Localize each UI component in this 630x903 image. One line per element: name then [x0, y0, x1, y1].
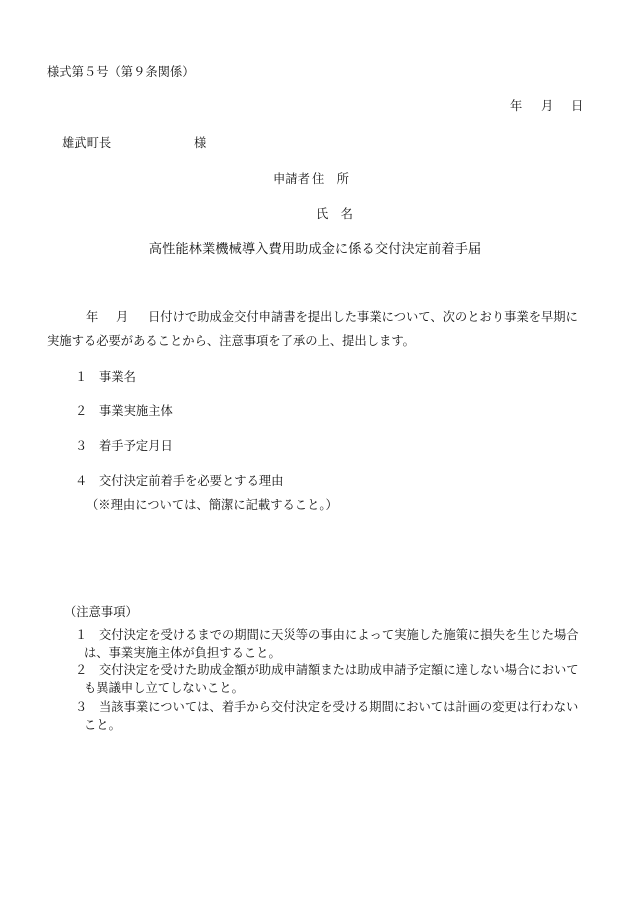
item-number: １ — [75, 370, 88, 384]
applicant-address-label: 住 所 — [312, 172, 349, 186]
item-label: 交付決定前着手を必要とする理由 — [99, 474, 284, 488]
addressee-honorific: 様 — [194, 136, 207, 150]
body-month-label: 月 — [116, 310, 129, 324]
applicant-label: 申請者 — [273, 172, 310, 186]
item-number: ４ — [75, 474, 88, 488]
note-line: 交付決定を受けた助成金額が助成申請額または助成申請予定額に達しない場合において — [99, 663, 579, 677]
note-number: １ — [75, 628, 88, 642]
date-year-label: 年 — [510, 99, 523, 113]
note-line: も異議申し立てしないこと。 — [84, 681, 244, 695]
document-title: 高性能林業機械導入費用助成金に係る交付決定前着手届 — [148, 242, 482, 257]
date-day-label: 日 — [571, 99, 584, 113]
body-line-1: 日付けで助成金交付申請書を提出した事業について、次のとおり事業を早期に — [148, 310, 578, 324]
body-line-2: 実施する必要があることから、注意事項を了承の上、提出します。 — [47, 334, 415, 348]
note-number: ２ — [75, 663, 88, 677]
item-number: ２ — [75, 404, 88, 418]
form-number: 様式第５号（第９条関係） — [47, 65, 195, 79]
item-label: 事業実施主体 — [99, 404, 173, 418]
item-number: ３ — [75, 439, 88, 453]
reason-note: （※理由については、簡潔に記載すること。） — [86, 498, 338, 512]
note-line: は、事業実施主体が負担すること。 — [84, 646, 281, 660]
body-year-label: 年 — [86, 310, 99, 324]
note-number: ３ — [75, 700, 88, 714]
addressee-name: 雄武町長 — [62, 136, 112, 150]
date-month-label: 月 — [541, 99, 554, 113]
note-line: 交付決定を受けるまでの期間に天災等の事由によって実施した施策に損失を生じた場合 — [99, 628, 579, 642]
note-line: 当該事業については、着手から交付決定を受ける期間においては計画の変更は行わない — [99, 700, 579, 714]
notes-heading: （注意事項） — [64, 605, 138, 619]
item-label: 事業名 — [99, 370, 136, 384]
applicant-name-label: 氏 名 — [316, 207, 353, 221]
item-label: 着手予定月日 — [99, 439, 173, 453]
note-line: こと。 — [84, 718, 121, 732]
